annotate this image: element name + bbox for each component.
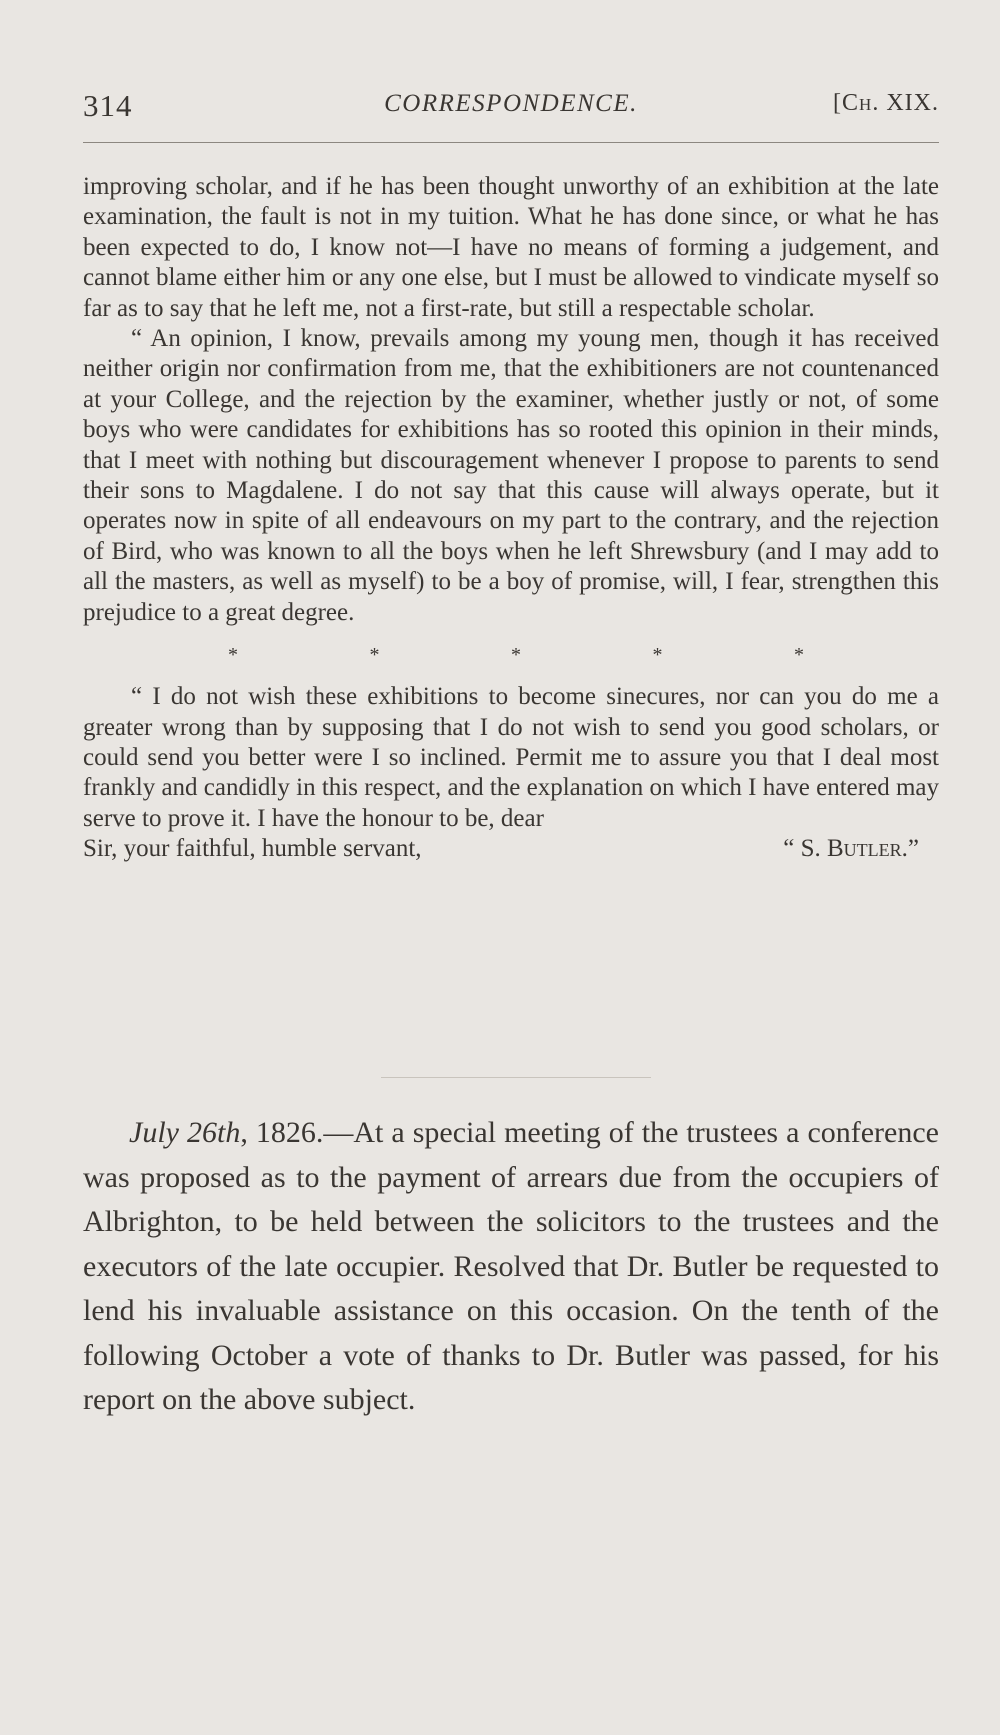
asterisk: * — [511, 644, 521, 667]
signature-name: Butler. — [826, 835, 908, 863]
letter-paragraph-3: “ I do not wish these exhibitions to become sinecures, nor can you do me a greater wrong than by supposing that I do not wish to send you good scholars, or could send you better were I so inclined. Permit me to assure you that I deal most frankly and candidly in this respect, and the explanation on which I have entered may serve to prove it. I have the honour to be, dear — [83, 683, 939, 832]
letter-signoff — [83, 834, 939, 864]
chapter-bracket: [ — [833, 90, 843, 116]
letter-body — [83, 172, 939, 865]
running-header — [83, 88, 939, 128]
entry-text: —At a special meeting of the trustees a conference was proposed as to the payment of arrears due from the occupiers of Albrighton, to be held between the solicitors to the trustees and the executors of the late occupier. Resolved that Dr. Butler be requested to lend his invaluable assistance on this occasion. On the tenth of the following October a vote of thanks to Dr. Butler was passed, for his report on the above subject. — [83, 1116, 939, 1416]
letter-closing: Sir, your faithful, humble servant, — [83, 835, 422, 863]
section-break-asterisks — [228, 640, 804, 670]
signature-prefix: “ S. — [783, 835, 827, 863]
chapter-number: Ch. XIX. — [842, 90, 939, 116]
dated-entry — [83, 1111, 939, 1423]
asterisk: * — [369, 644, 380, 667]
asterisk: * — [652, 644, 663, 667]
page-number: 314 — [83, 88, 133, 123]
entry-date-italic: July 26th — [129, 1116, 241, 1149]
letter-paragraph-2: “ An opinion, I know, prevails among my young men, though it has received neither origin nor confirmation from me, that the exhibitioners are not countenanced at your College, and the rejection by the examiner, whether justly or not, of some boys who were candidates for exhibitions has so rooted this opinion in their minds, that I meet with nothing but discouragement whenever I propose to parents to send their sons to Magdalene. I do not say that this cause will always operate, but it operates now in spite of all endeavours on my part to the contrary, and the rejection of Bird, who was known to all the boys when he left Shrewsbury (and I may add to all the masters, as well as myself) to be a boy of promise, will, I fear, strengthen this prejudice to a great degree. — [83, 325, 939, 626]
running-title: CORRESPONDENCE. — [384, 90, 638, 117]
entry-date-year: , 1826. — [240, 1116, 324, 1149]
entry-paragraph — [83, 1111, 939, 1423]
asterisk: * — [228, 644, 238, 667]
asterisk: * — [794, 644, 804, 667]
chapter-label — [833, 90, 939, 117]
signature-close-quote: ” — [907, 835, 919, 863]
letter-signature — [783, 834, 939, 864]
letter-paragraph-1: improving scholar, and if he has been thought unworthy of an exhibition at the late examination, the fault is not in my tuition. What he has done since, or what he has been expected to do, I know not—I have no means of forming a judgement, and cannot blame either him or any one else, but I must be allowed to vindicate myself so far as to say that he left me, not a first-rate, but still a respectable scholar. — [83, 173, 939, 322]
section-divider — [381, 1077, 651, 1078]
header-rule — [83, 142, 939, 143]
